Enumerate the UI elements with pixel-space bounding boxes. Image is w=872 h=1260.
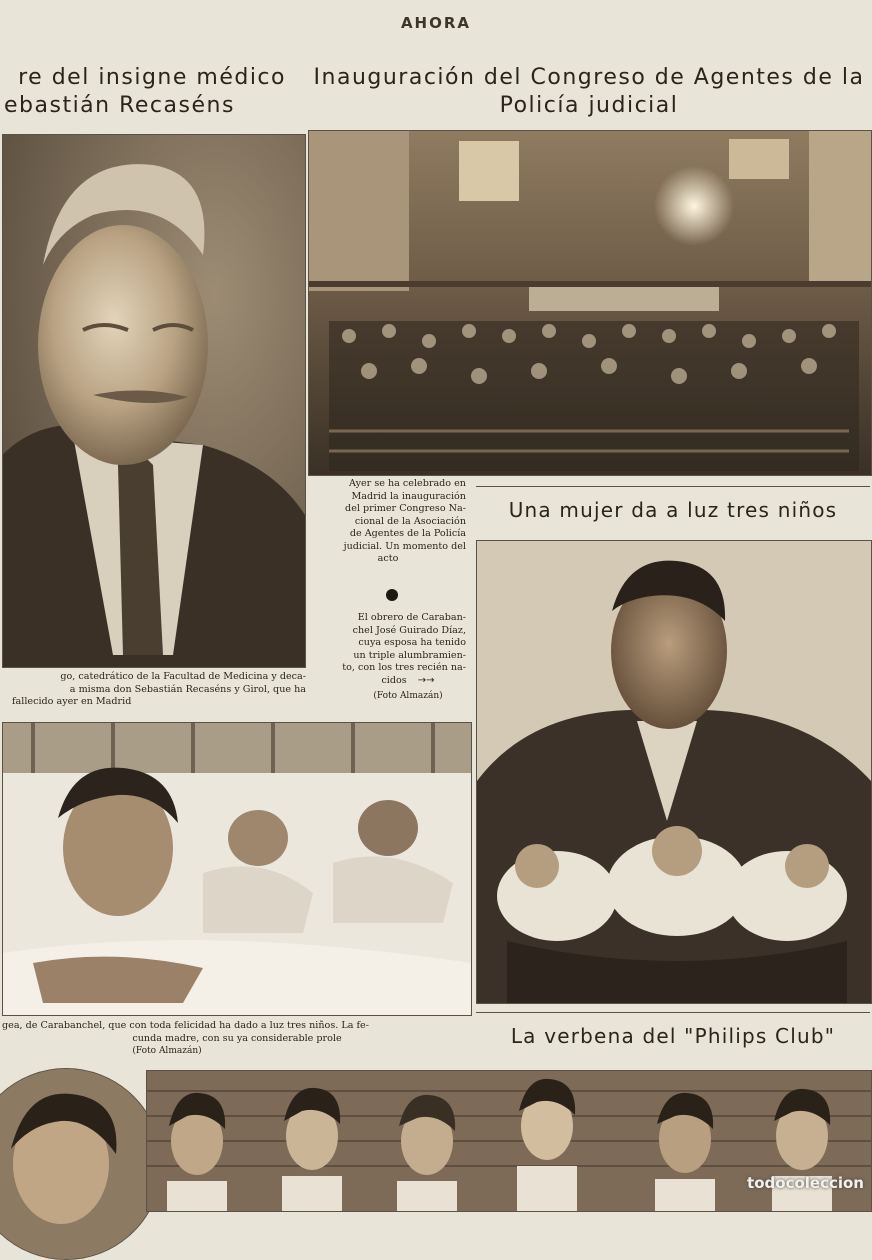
arrow-right-icon: →→ [417, 674, 435, 686]
trillizos-caption [310, 612, 466, 703]
divider-rule-verbena [476, 1012, 870, 1013]
trillizos-credit: (Foto Almazán) [373, 691, 443, 701]
recasens-caption [2, 671, 306, 709]
congreso-illustration [309, 131, 871, 475]
recasens-portrait-photo [2, 134, 306, 668]
masthead: AHORA [400, 14, 472, 32]
congreso-headline-line1: Inauguración del Congreso de Agentes de la [313, 65, 865, 90]
mother-caption-line1: gea, de Carabanchel, que con toda felicidad ha dado a luz tres niños. La fe- [2, 1020, 369, 1031]
mother-caption-line2: cunda madre, con su ya considerable prole [132, 1032, 342, 1044]
round-portrait-illustration [0, 1069, 161, 1259]
congreso-caption-line5: de Agentes de la Policía [349, 528, 466, 539]
trillizos-caption-line2: chel José Guirado Díaz, [352, 624, 466, 636]
verbena-round-portrait [0, 1068, 162, 1260]
portrait-illustration [3, 135, 305, 667]
mother-caption [2, 1020, 472, 1058]
mother-triplets-photo [2, 722, 472, 1016]
mother-credit: (Foto Almazán) [132, 1046, 202, 1056]
trillizos-caption-line5: to, con los tres recién na- [342, 662, 466, 673]
congreso-caption-line1: Ayer se ha celebrado en [349, 478, 466, 489]
recasens-caption-line3: fallecido ayer en Madrid [12, 696, 132, 707]
congreso-caption-line7: acto [377, 553, 399, 564]
trillizos-caption-line4: un triple alumbramien- [353, 649, 466, 661]
recasens-headline-line2: ebastián Recaséns [4, 93, 235, 118]
congreso-caption [310, 478, 466, 566]
bullet-dot [386, 589, 398, 601]
recasens-headline-line1: re del insigne médico [18, 65, 286, 90]
congreso-headline [306, 64, 872, 120]
father-triplets-photo [476, 540, 872, 1004]
father-illustration [477, 541, 871, 1003]
trillizos-headline: Una mujer da a luz tres niños [508, 498, 838, 522]
congreso-caption-line4: cional de la Asociación [354, 515, 466, 527]
recasens-caption-line1: go, catedrático de la Facultad de Medicina y deca- [60, 671, 306, 682]
congreso-caption-line6: judicial. Un momento del [343, 540, 466, 552]
congreso-headline-line2: Policía judicial [499, 93, 679, 118]
trillizos-caption-line3: cuya esposa ha tenido [358, 637, 466, 648]
trillizos-caption-line6-row [310, 675, 466, 688]
congreso-caption-line2: Madrid la inauguración [351, 490, 466, 502]
congreso-caption-line3: del primer Congreso Na- [345, 503, 466, 514]
verbena-headline: La verbena del "Philips Club" [510, 1024, 836, 1048]
divider-rule [476, 486, 870, 487]
trillizos-caption-line1: El obrero de Caraban- [357, 612, 466, 623]
watermark-text: todocoleccion [747, 1174, 864, 1192]
recasens-caption-line2: a misma don Sebastián Recaséns y Girol, que ha [69, 683, 306, 695]
mother-illustration [3, 723, 471, 1015]
trillizos-caption-line6: cidos [381, 674, 407, 686]
congreso-photo [308, 130, 872, 476]
recasens-headline [0, 64, 300, 120]
